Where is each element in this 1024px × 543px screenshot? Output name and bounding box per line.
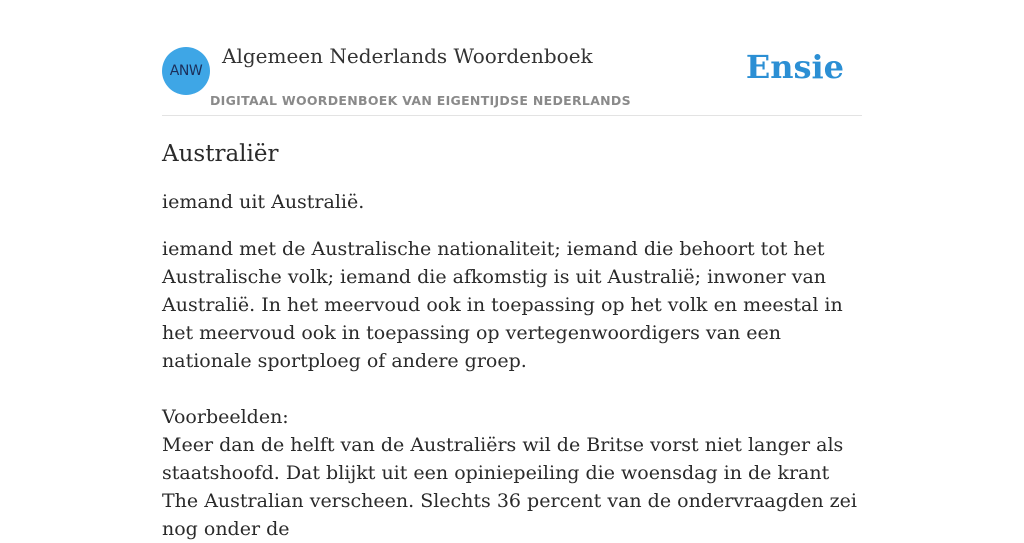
site-header bbox=[162, 0, 862, 116]
site-subtitle: DIGITAAL WOORDENBOEK VAN EIGENTIJDSE NEDERLANDS bbox=[210, 93, 631, 108]
long-definition: iemand met de Australische nationaliteit; iemand die behoort tot het Australische volk; iemand die afkomstig is uit Australië; inwoner van Australië. In het meervoud ook in toepassing op het volk en meestal in het meervoud ook in toepassing op vertegenwoordigers van een nationale sportploeg of andere groep. bbox=[162, 238, 843, 372]
examples-label: Voorbeelden: bbox=[162, 406, 289, 428]
entry-headword: Australiër bbox=[162, 141, 279, 167]
ensie-brand-link[interactable]: Ensie bbox=[745, 48, 844, 86]
site-title[interactable]: Algemeen Nederlands Woordenboek bbox=[222, 44, 593, 68]
anw-logo[interactable]: ANW bbox=[162, 47, 210, 95]
entry-content bbox=[162, 134, 862, 543]
example-text: Meer dan de helft van de Australiërs wil de Britse vorst niet langer als staatshoofd. Dat blijkt uit een opiniepeiling die woensdag in de krant The Australian verscheen. Slechts 36 percent van de ondervraagden zei nog onder de bbox=[162, 434, 857, 540]
short-definition: iemand uit Australië. bbox=[162, 191, 365, 213]
